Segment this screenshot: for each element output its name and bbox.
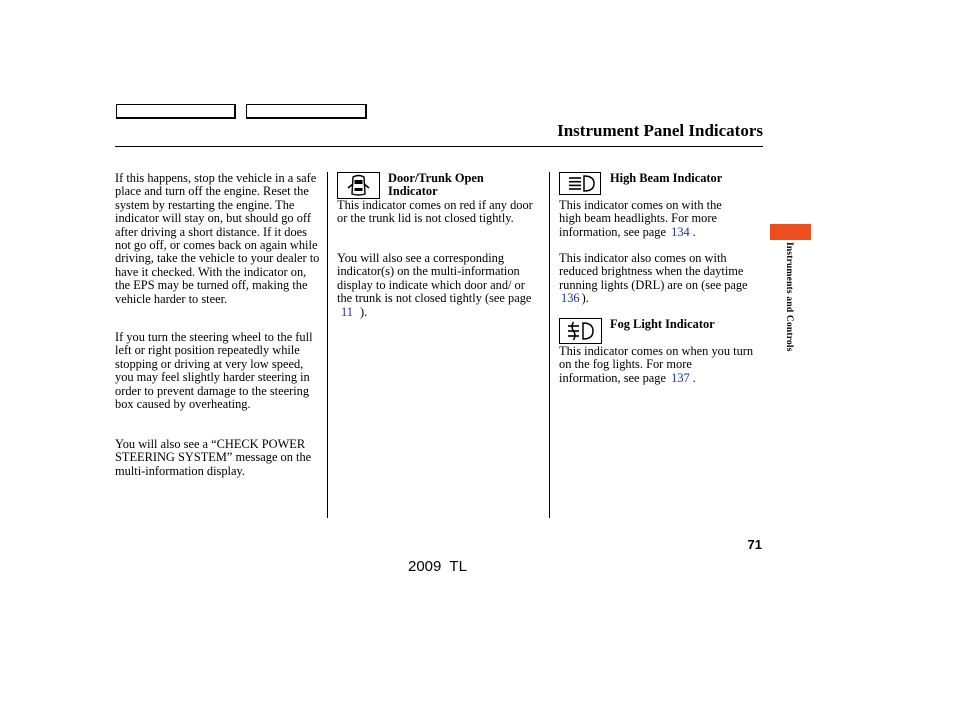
door-trunk-heading: Door/Trunk Open Indicator [388, 171, 484, 199]
col1-paragraph-1: If this happens, stop the vehicle in a safe place and turn off the engine. Reset the system by restarting the engine. The indicator will stay on, but should go off after driving a short distance. If it does not go off, or comes back on again while driving, take the vehicle to your dealer to have it checked. With the indicator on, the EPS may be turned off, making the vehicle harder to steer. [115, 171, 320, 306]
page-number: 71 [747, 537, 762, 552]
page-link-136[interactable]: 136 [561, 291, 580, 306]
page-link-137[interactable]: 137 [671, 370, 690, 385]
door-trunk-icon-box [337, 172, 380, 199]
page-link-11[interactable]: 11 [341, 304, 353, 319]
fog-light-icon [560, 319, 601, 343]
column-divider-1 [327, 172, 328, 518]
nav-button-right[interactable] [246, 104, 367, 119]
page-link-134[interactable]: 134 [671, 224, 690, 239]
section-tab[interactable] [770, 224, 811, 240]
column-divider-2 [549, 172, 550, 518]
high-beam-heading: High Beam Indicator [610, 171, 723, 185]
col1-paragraph-3: You will also see a “CHECK POWER STEERING SYSTEM” message on the multi-information display. [115, 437, 312, 478]
car-door-open-icon [338, 173, 379, 198]
col2-paragraph-1: This indicator comes on red if any door or the trunk lid is not closed tightly. [337, 198, 533, 226]
fog-light-icon-box [559, 318, 602, 344]
high-beam-icon [560, 173, 600, 194]
title-rule [115, 146, 763, 147]
page-title: Instrument Panel Indicators [557, 121, 763, 140]
section-tab-label: Instruments and Controls [784, 242, 794, 352]
nav-button-left[interactable] [116, 104, 236, 119]
col2-paragraph-2: You will also see a corresponding indicator(s) on the multi-information display to indicate which door and/ or the trunk is not closed tightly (see page 11 ). [337, 251, 532, 319]
fog-light-paragraph-1: This indicator comes on when you turn on the fog lights. For more information, see page 137 . [559, 344, 754, 385]
high-beam-paragraph-1: This indicator comes on with the high beam headlights. For more information, see page 134 . [559, 198, 722, 239]
footer-model: 2009 TL [408, 558, 467, 575]
fog-light-heading: Fog Light Indicator [610, 317, 715, 331]
high-beam-paragraph-2: This indicator also comes on with reduced brightness when the daytime running lights (DRL) are on (see page 136 ). [559, 251, 748, 306]
col1-paragraph-2: If you turn the steering wheel to the full left or right position repeatedly while stopping or driving at very low speed, you may feel slightly harder steering in order to prevent damage to the steering box caused by overheating. [115, 330, 313, 412]
high-beam-icon-box [559, 172, 601, 195]
